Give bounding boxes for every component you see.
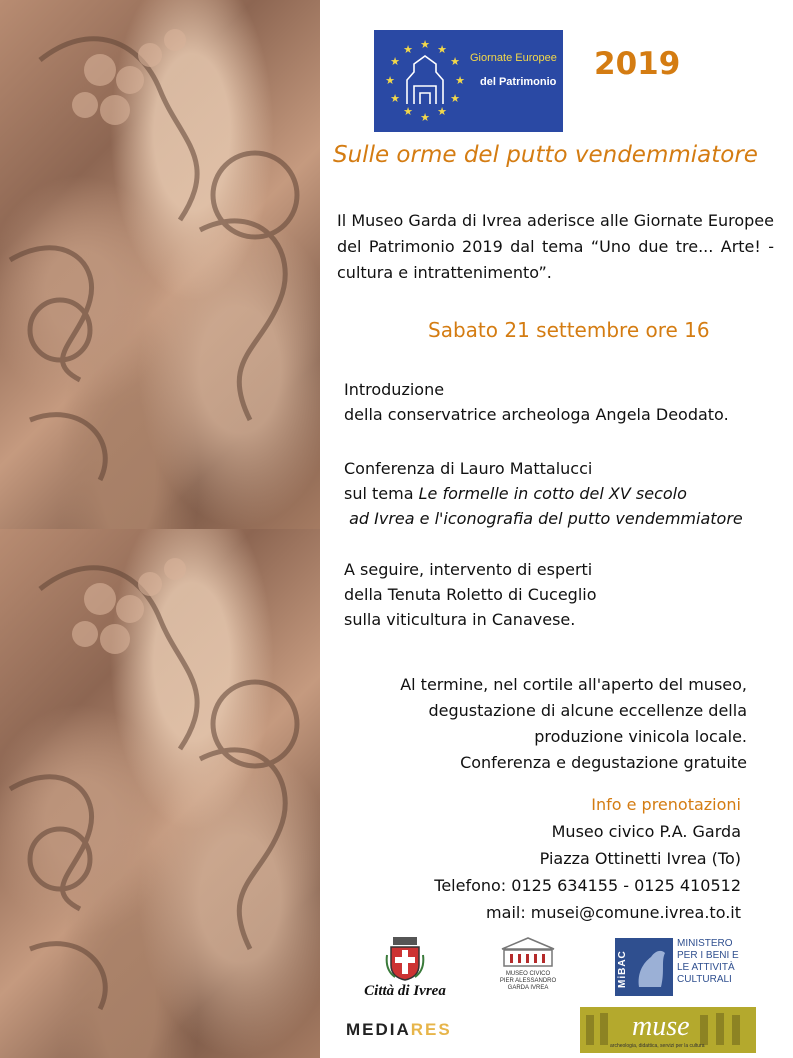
program-conf-line3: ad Ivrea e l'iconografia del putto vendemmiatore [344, 509, 743, 528]
relief-photo-top [0, 0, 320, 529]
muse-logo [580, 1007, 756, 1053]
eu-logo-line1: Giornate Europee [470, 52, 557, 64]
program-intro-line2: della conservatrice archeologa Angela Deodato. [344, 405, 729, 424]
svg-text:★: ★ [437, 105, 447, 118]
program-exp-line1: A seguire, intervento di esperti [344, 560, 593, 579]
program-introduction [344, 377, 729, 427]
muse-subtitle: archeologia, didattica, servizi per la cultura [610, 1043, 705, 1049]
info-line: Piazza Ottinetti Ivrea (To) [539, 849, 741, 868]
ivrea-caption: Città di Ivrea [364, 983, 446, 999]
program-conference [344, 456, 743, 531]
program-experts [344, 557, 597, 632]
intro-paragraph [337, 208, 774, 286]
eu-heritage-logo [374, 30, 563, 132]
svg-text:★: ★ [420, 38, 430, 51]
closing-line: degustazione di alcune eccellenze della [428, 701, 747, 720]
program-conf-topic: Le formelle in cotto del XV secolo [418, 484, 687, 503]
svg-text:★: ★ [390, 55, 400, 68]
mediares-logo [346, 1020, 452, 1040]
relief-photo-bottom [0, 529, 320, 1058]
closing-line: produzione vinicola locale. [534, 727, 747, 746]
muse-wordmark: muse [632, 1011, 690, 1042]
svg-text:★: ★ [455, 74, 465, 87]
svg-text:★: ★ [420, 111, 430, 124]
citta-di-ivrea-logo [346, 935, 464, 1005]
relief-photo-panel [0, 0, 320, 1058]
ivrea-crest-icon [385, 935, 425, 981]
event-year: 2019 [594, 46, 681, 82]
closing-line: Conferenza e degustazione gratuite [460, 753, 747, 772]
mediares-part-a: MEDIA [346, 1020, 411, 1039]
svg-text:★: ★ [403, 105, 413, 118]
mibac-figure-icon [631, 943, 671, 991]
relief-texture-top [0, 0, 320, 529]
closing-paragraph [400, 672, 747, 776]
svg-text:★: ★ [450, 92, 460, 105]
intro-text: Il Museo Garda di Ivrea aderisce alle Giornate Europee del Patrimonio 2019 dal tema “Uno due tre... Arte! - cultura e intrattenimento”. [337, 211, 774, 282]
museo-label-line: GARDA IVREA [507, 985, 549, 991]
mibac-line: PER I BENI E [677, 950, 739, 961]
program-conf-line2 [344, 481, 743, 506]
museum-building-icon [492, 935, 564, 969]
program-conf-prefix: sul tema [344, 484, 419, 503]
program-intro-line1: Introduzione [344, 380, 445, 399]
mibac-line: LE ATTIVITÀ [677, 962, 735, 973]
info-heading: Info e prenotazioni [591, 795, 741, 814]
svg-text:★: ★ [437, 43, 447, 56]
museo-label [492, 971, 564, 992]
svg-text:★: ★ [385, 74, 395, 87]
museo-label-line: MUSEO CIVICO [505, 971, 551, 977]
program-conf-line1: Conferenza di Lauro Mattalucci [344, 459, 593, 478]
info-email: mail: musei@comune.ivrea.to.it [486, 903, 741, 922]
svg-text:★: ★ [390, 92, 400, 105]
program-exp-line3: sulla viticultura in Canavese. [344, 610, 576, 629]
mibac-line: MINISTERO [677, 938, 733, 949]
mibac-line: CULTURALI [677, 974, 732, 985]
info-line: Museo civico P.A. Garda [551, 822, 741, 841]
info-phone: Telefono: 0125 634155 - 0125 410512 [434, 876, 741, 895]
closing-line: Al termine, nel cortile all'aperto del museo, [400, 675, 747, 694]
event-title: Sulle orme del putto vendemmiatore [333, 142, 758, 168]
mibac-vertical-text: MiBAC [617, 950, 628, 988]
mibac-emblem [615, 938, 673, 996]
program-exp-line2: della Tenuta Roletto di Cuceglio [344, 585, 597, 604]
mediares-part-b: RES [410, 1020, 452, 1039]
svg-text:★: ★ [403, 43, 413, 56]
event-date: Sabato 21 settembre ore 16 [428, 318, 710, 342]
eu-logo-line2: del Patrimonio [480, 76, 557, 88]
museo-label-line: PIER ALESSANDRO [499, 978, 557, 984]
eu-stars-icon [382, 38, 468, 124]
mibac-logo [615, 938, 755, 996]
svg-text:★: ★ [450, 55, 460, 68]
mibac-text [677, 938, 757, 986]
museo-garda-logo [492, 935, 564, 997]
relief-texture-bottom [0, 529, 320, 1058]
info-block [434, 791, 741, 926]
